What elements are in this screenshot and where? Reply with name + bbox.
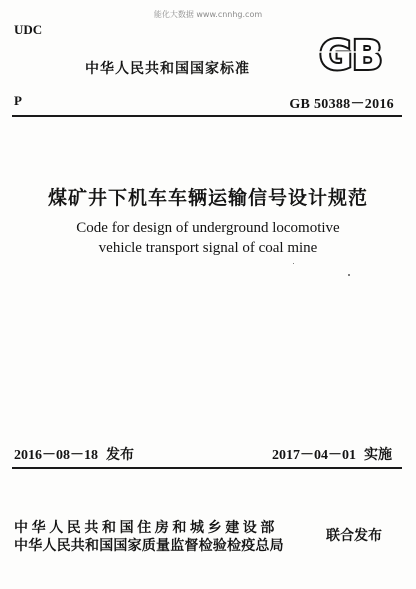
issuer-quality-administration: 中华人民共和国国家质量监督检验检疫总局 — [14, 538, 284, 554]
implement-label: 实施 — [364, 447, 392, 463]
udc-label: UDC — [14, 22, 43, 37]
watermark-text: 能化大数据 www.cnnhg.com — [153, 10, 263, 19]
standard-code: GB 50388－2016 — [289, 97, 394, 112]
title-english-line1: Code for design of underground locomotive — [76, 220, 340, 236]
implement-info — [272, 444, 392, 464]
publish-label: 发布 — [106, 447, 134, 463]
gb-logo-text: GB — [319, 33, 383, 74]
paper-speck — [293, 263, 294, 264]
publish-date: 2016－08－18 — [14, 448, 98, 463]
title-english-line2: vehicle transport signal of coal mine — [98, 240, 318, 256]
classification-label: P — [14, 93, 22, 108]
title-english — [0, 218, 416, 258]
bottom-divider — [12, 467, 402, 469]
standard-name: 中华人民共和国国家标准 — [85, 61, 250, 77]
publish-info — [14, 444, 134, 464]
gb-logo — [312, 31, 390, 74]
implement-date: 2017－04－01 — [272, 448, 356, 463]
title-chinese: 煤矿井下机车车辆运输信号设计规范 — [47, 187, 368, 209]
issuer-ministry-housing: 中华人民共和国住房和城乡建设部 — [14, 520, 278, 536]
joint-issue-label: 联合发布 — [326, 528, 382, 544]
top-divider — [12, 115, 402, 117]
paper-speck — [348, 274, 350, 276]
